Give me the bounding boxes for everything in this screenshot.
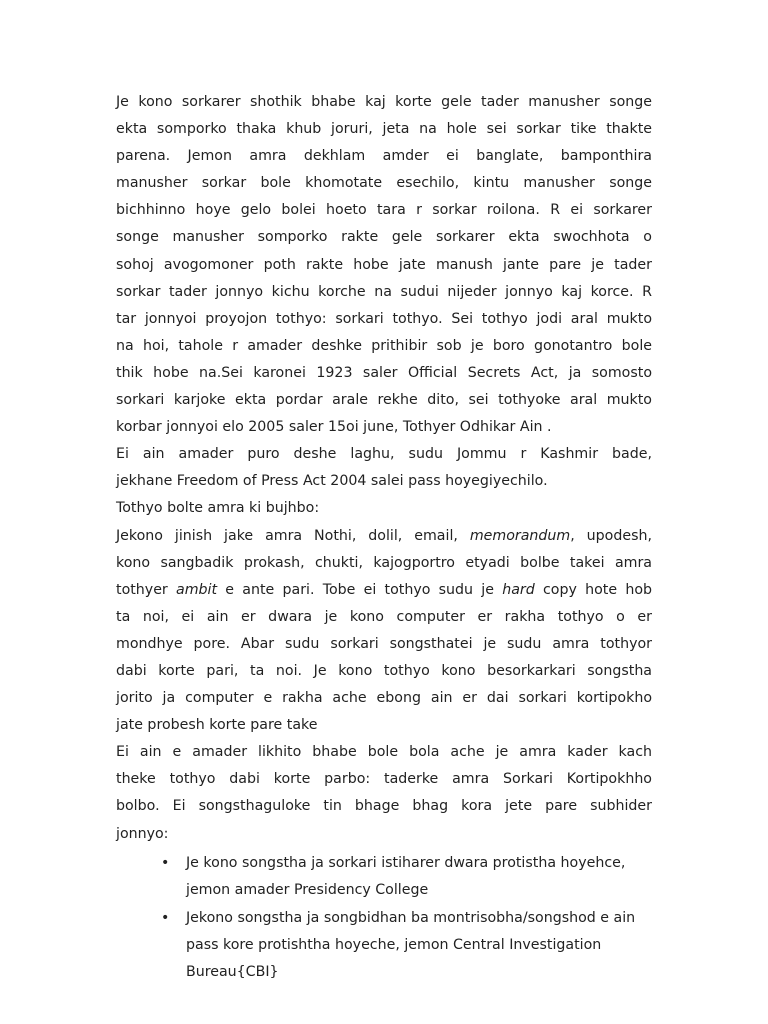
paragraph-ain-scope: [116, 441, 652, 495]
paragraph-tothyo-definition: [116, 523, 652, 740]
text-line: sohoj avogomoner poth rakte hobe jate manush jante pare je tader: [116, 256, 652, 273]
bullet-list: [116, 850, 652, 986]
bullet-icon: •: [161, 909, 170, 926]
text-line: Ei ain e amader likhito bhabe bole bola ache je amra kader kach: [116, 744, 652, 761]
text-line: na hoi, tahole r amader deshke prithibir sob je boro gonotantro bole: [116, 337, 652, 354]
text-line: parena. Jemon amra dekhlam amder ei banglate, bamponthira: [116, 148, 652, 165]
text-run: , upodesh,: [570, 527, 652, 544]
text-line: bichhinno hoye gelo bolei hoeto tara r sorkar roilona. R ei sorkarer: [116, 202, 652, 219]
text-line: jonnyo:: [116, 825, 169, 842]
text-line: kono sangbadik prokash, chukti, kajogportro etyadi bolbe takei amra: [116, 554, 652, 571]
text-line: songe manusher somporko rakte gele sorkarer ekta swochhota o: [116, 229, 652, 246]
text-line: sorkari karjoke ekta pordar arale rekhe dito, sei tothyoke aral mukto: [116, 392, 652, 409]
list-item: [116, 850, 652, 904]
text-run: e ante pari. Tobe ei tothyo sudu je: [217, 581, 503, 598]
text-line: Tothyo bolte amra ki bujhbo:: [116, 500, 320, 517]
text-line: Ei ain amader puro deshe laghu, sudu Jommu r Kashmir bade,: [116, 446, 652, 463]
text-line: tar jonnyoi proyojon tothyo: sorkari tothyo. Sei tothyo jodi aral mukto: [116, 310, 652, 327]
paragraph-sorkari-kortipokho: [116, 739, 652, 847]
text-run: copy hote hob: [534, 581, 653, 598]
paragraph-heading-tothyo: [116, 495, 652, 522]
text-line: Jekono songstha ja songbidhan ba montrisobha/songshod e: [186, 909, 610, 926]
bullet-icon: •: [161, 854, 170, 871]
text-line: mondhye pore. Abar sudu sorkari songsthatei je sudu amra tothyor: [116, 635, 652, 652]
text-line: [116, 577, 652, 604]
text-line: sorkar tader jonnyo kichu korche na sudui nijeder jonnyo kaj korce. R: [116, 283, 652, 300]
text-line: korbar jonnyoi elo 2005 saler 15oi june, Tothyer Odhikar Ain .: [116, 419, 552, 436]
text-line: Je kono songstha ja sorkari istiharer dwara protistha: [186, 854, 557, 871]
text-line: jorito ja computer e rakha ache ebong ain er dai sorkari kortipokho: [116, 690, 652, 707]
text-line: theke tothyo dabi korte parbo: taderke amra Sorkari Kortipokhho: [116, 771, 652, 788]
text-line: ekta somporko thaka khub joruri, jeta na hole sei sorkar tike thakte: [116, 121, 652, 138]
text-line: dabi korte pari, ta noi. Je kono tothyo kono besorkarkari songstha: [116, 662, 652, 679]
text-line: Je kono sorkarer shothik bhabe kaj korte gele tader manusher songe: [116, 94, 652, 110]
text-line: manusher sorkar bole khomotate esechilo, kintu manusher songe: [116, 175, 652, 192]
list-item: [116, 905, 652, 986]
text-run: tothyer: [116, 581, 177, 598]
emphasis-text: memorandum: [469, 527, 571, 544]
text-line: ta noi, ei ain er dwara je kono computer er rakha tothyo o er: [116, 608, 652, 625]
text-line: jekhane Freedom of Press Act 2004 salei pass hoyegiyechilo.: [116, 473, 548, 490]
text-line: Investigation Bureau{CBI}: [186, 936, 602, 980]
text-line: jate probesh korte pare take: [116, 717, 318, 734]
text-line: thik hobe na.Sei karonei 1923 saler Official Secrets Act, ja somosto: [116, 364, 652, 381]
paragraph-intro: [116, 89, 652, 441]
emphasis-text: hard: [502, 581, 535, 598]
text-run: Jekono jinish jake amra Nothi, dolil, email,: [116, 527, 470, 544]
emphasis-text: ambit: [176, 581, 218, 598]
text-line: bolbo. Ei songsthaguloke tin bhage bhag kora jete pare subhider: [116, 798, 652, 815]
document-body: [116, 89, 652, 986]
text-line: hoyehce, jemon amader Presidency College: [186, 854, 626, 898]
text-line: [116, 523, 652, 550]
text-line: ain pass kore protishtha hoyeche, jemon Central: [186, 909, 636, 953]
